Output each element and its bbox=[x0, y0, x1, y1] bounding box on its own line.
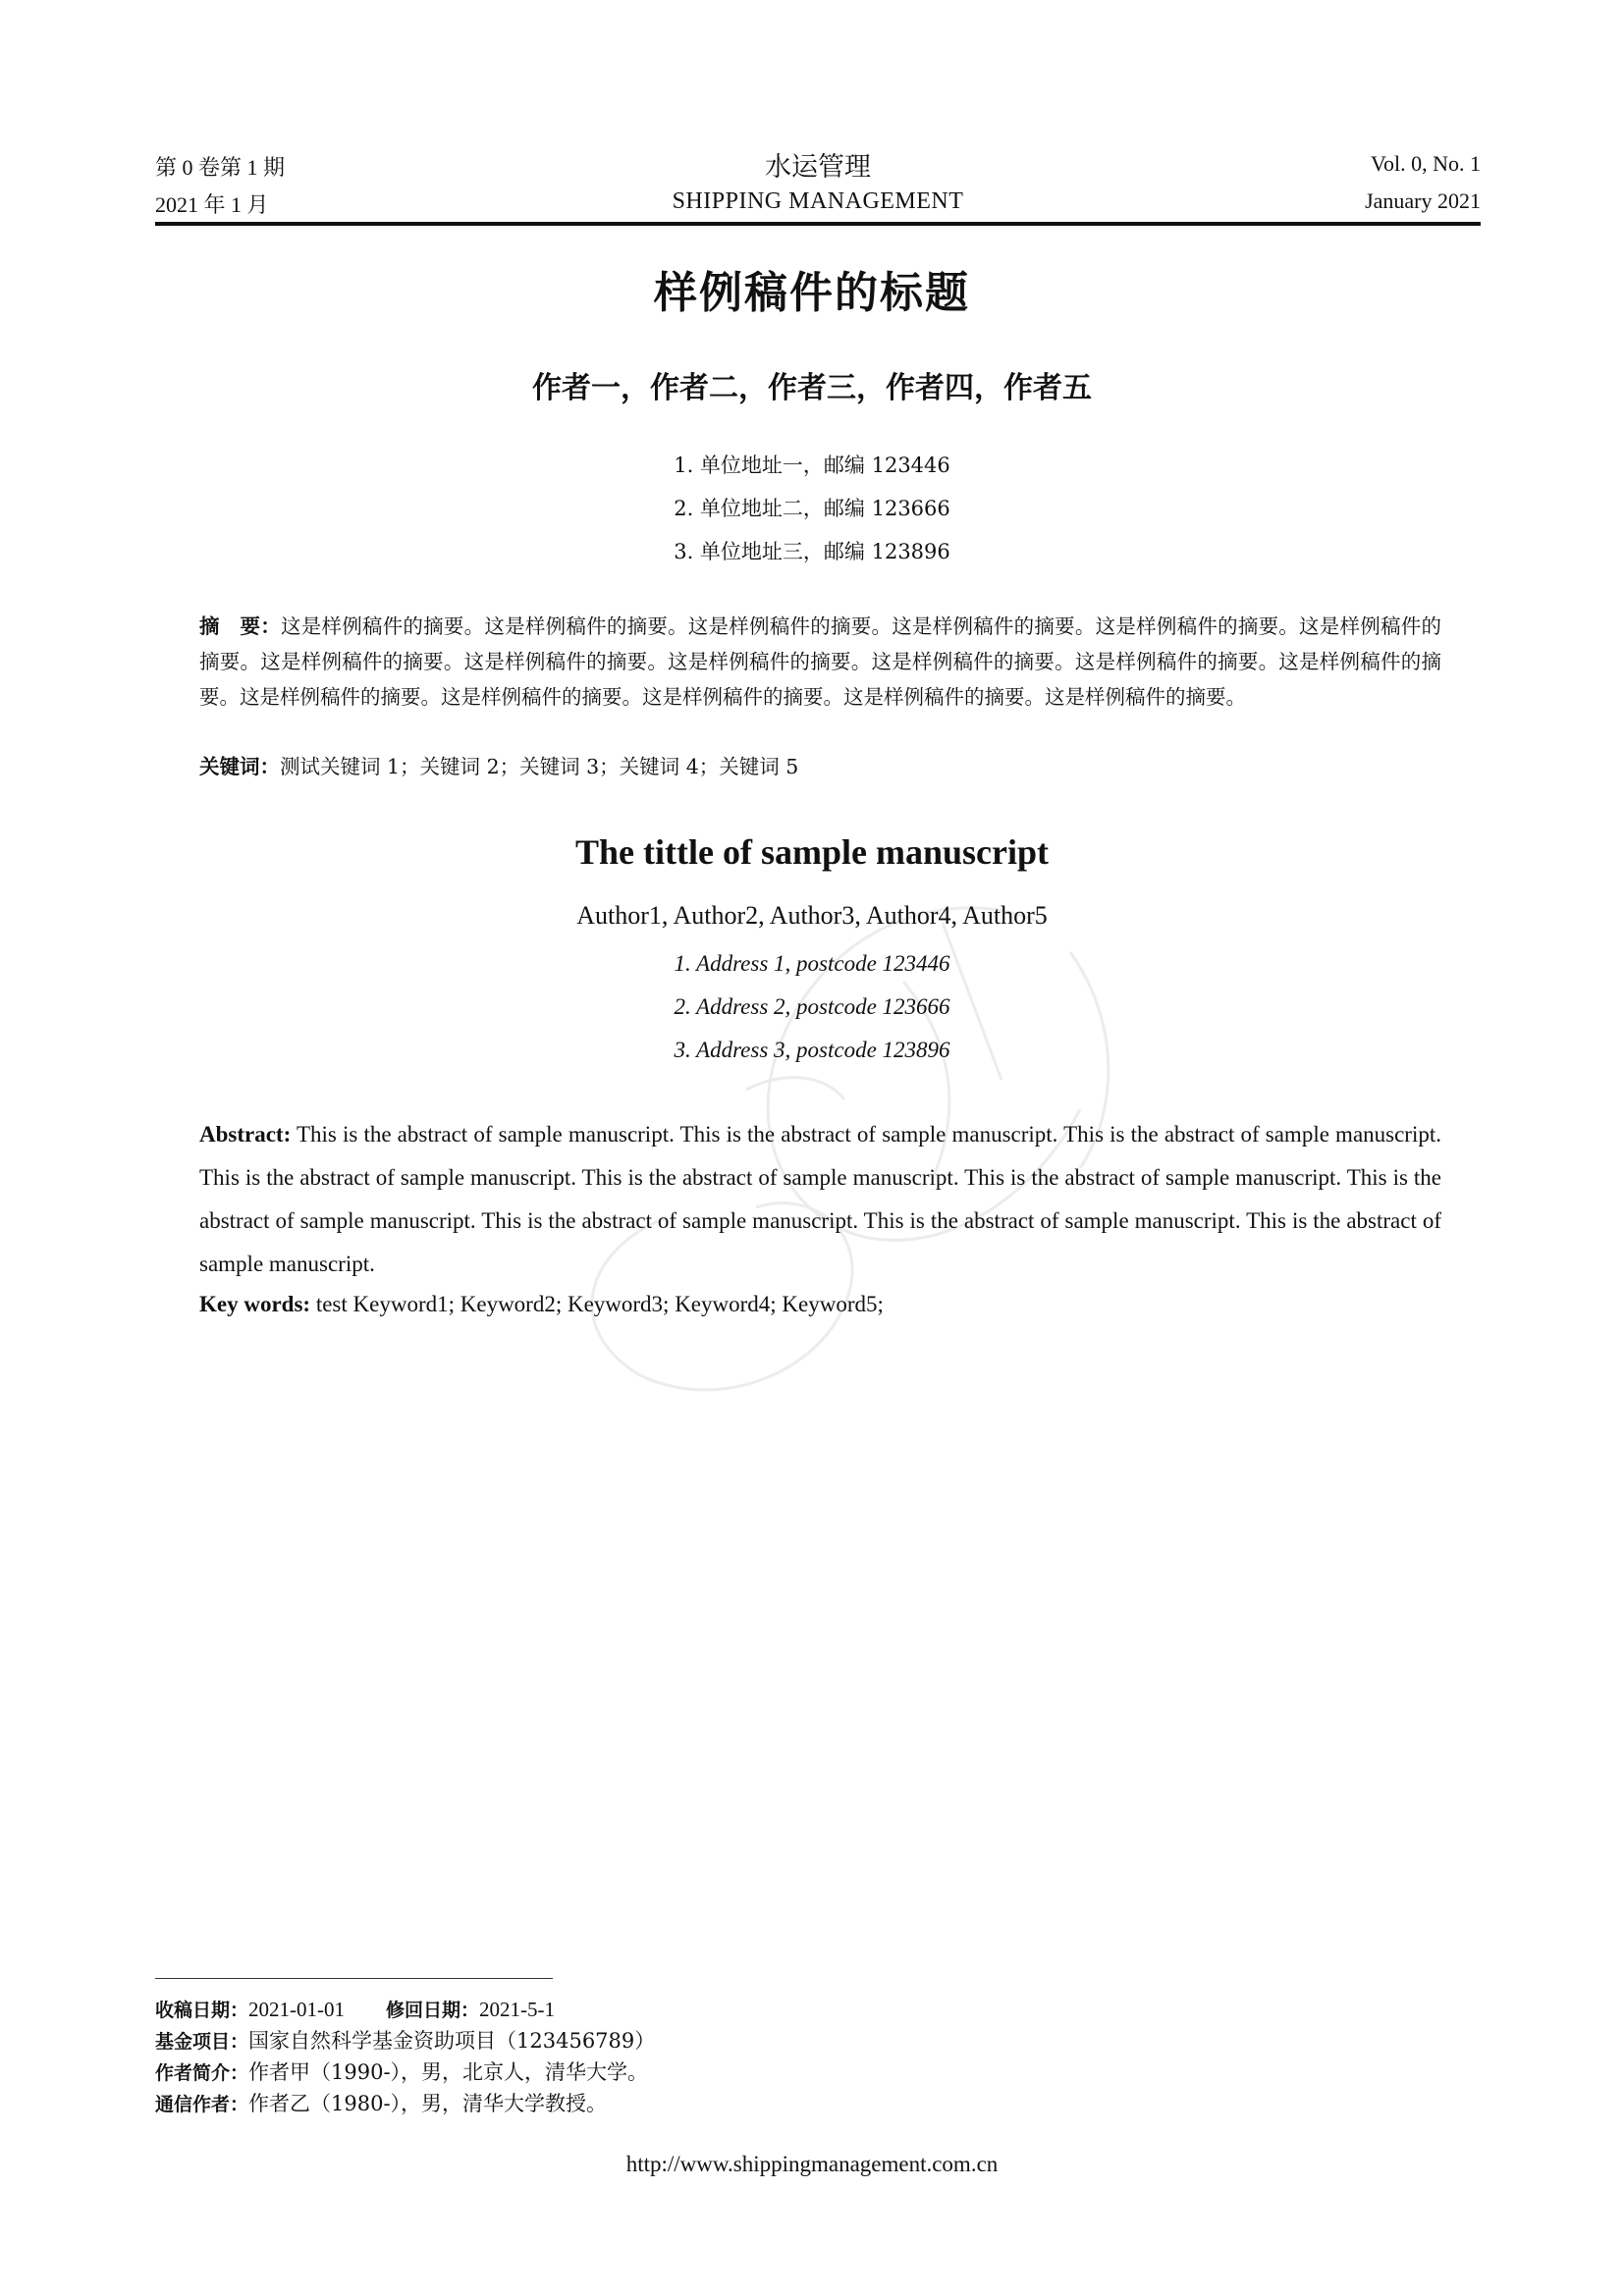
footnote-corresponding bbox=[155, 2089, 1432, 2120]
footer-url[interactable]: http://www.shippingmanagement.com.cn bbox=[625, 2152, 999, 2176]
footnote-fund bbox=[155, 2026, 1432, 2057]
header-rule bbox=[155, 222, 1481, 226]
keywords-label-cn: 关键词： bbox=[199, 755, 280, 778]
keywords-en bbox=[199, 1283, 1441, 1326]
paper-title-en: The tittle of sample manuscript bbox=[575, 832, 1049, 872]
fund-text: 国家自然科学基金资助项目（123456789） bbox=[248, 2029, 656, 2053]
footnote-rule bbox=[155, 1978, 553, 1979]
abstract-en bbox=[199, 1113, 1441, 1286]
volume-issue-en: Vol. 0, No. 1 bbox=[1370, 151, 1481, 176]
affiliation-en: 1. Address 1, postcode 123446 bbox=[674, 951, 950, 976]
revised-label: 修回日期： bbox=[386, 2000, 480, 2021]
received-date: 2021-01-01 bbox=[248, 1998, 346, 2021]
journal-name-en: SHIPPING MANAGEMENT bbox=[672, 188, 964, 214]
affiliation-cn: 1. 单位地址一，邮编 123446 bbox=[674, 454, 950, 477]
journal-header bbox=[155, 145, 1481, 226]
journal-name-cn: 水运管理 bbox=[765, 152, 871, 183]
keywords-text-cn: 测试关键词 1；关键词 2；关键词 3；关键词 4；关键词 5 bbox=[280, 755, 799, 778]
footnote-dates bbox=[155, 1995, 1432, 2026]
fund-label: 基金项目： bbox=[155, 2031, 249, 2053]
footnotes bbox=[155, 1995, 1432, 2120]
abstract-label-en: Abstract: bbox=[199, 1122, 292, 1147]
authors-cn: 作者一，作者二，作者三，作者四，作者五 bbox=[532, 371, 1092, 405]
date-en: January 2021 bbox=[1365, 188, 1481, 213]
authors-en: Author1, Author2, Author3, Author4, Author5 bbox=[576, 901, 1048, 930]
abstract-label-cn: 摘 要： bbox=[199, 614, 281, 638]
affiliations-en bbox=[0, 942, 1624, 1072]
affiliation-cn: 3. 单位地址三，邮编 123896 bbox=[674, 540, 950, 563]
paper-title-cn: 样例稿件的标题 bbox=[654, 268, 970, 318]
bio-text: 作者甲（1990-），男，北京人，清华大学。 bbox=[248, 2060, 649, 2084]
keywords-text-en: test Keyword1; Keyword2; Keyword3; Keyword4; Keyword5; bbox=[315, 1292, 884, 1316]
bio-label: 作者简介： bbox=[155, 2062, 249, 2084]
revised-date: 2021-5-1 bbox=[479, 1998, 556, 2021]
affiliation-en: 2. Address 2, postcode 123666 bbox=[674, 994, 950, 1019]
abstract-text-cn: 这是样例稿件的摘要。这是样例稿件的摘要。这是样例稿件的摘要。这是样例稿件的摘要。这是样例稿件的摘要。这是样例稿件的摘要。这是样例稿件的摘要。这是样例稿件的摘要。这是样例稿件的摘要。这是样例稿件的摘要。这是样例稿件的摘要。这是样例稿件的摘要。这是样例稿件的摘要。这是样例稿件的摘要。这是样例稿件的摘要。这是样例稿件的摘要。这是样例稿件的摘要。 bbox=[199, 614, 1441, 709]
date-cn: 2021 年 1 月 bbox=[155, 192, 269, 217]
abstract-text-en: This is the abstract of sample manuscript. This is the abstract of sample manuscript. This is the abstract of sample manuscript. This is the abstract of sample manuscript. This is the abstract of sample manuscript. This is the abstract of sample manuscript. This is the abstract of sample manuscript. This is the abstract of sample manuscript. This is the abstract of sample manuscript. This is the abstract of sample manuscript. bbox=[199, 1122, 1441, 1276]
keywords-cn bbox=[199, 749, 1441, 784]
received-label: 收稿日期： bbox=[155, 2000, 249, 2021]
affiliations-cn bbox=[0, 444, 1624, 573]
volume-issue-cn: 第 0 卷第 1 期 bbox=[155, 155, 286, 180]
affiliation-en: 3. Address 3, postcode 123896 bbox=[674, 1038, 950, 1062]
corresponding-text: 作者乙（1980-），男，清华大学教授。 bbox=[248, 2092, 608, 2115]
keywords-label-en: Key words: bbox=[199, 1292, 311, 1316]
corresponding-label: 通信作者： bbox=[155, 2094, 249, 2115]
footnote-bio bbox=[155, 2057, 1432, 2089]
affiliation-cn: 2. 单位地址二，邮编 123666 bbox=[674, 497, 950, 520]
abstract-cn bbox=[199, 609, 1441, 715]
